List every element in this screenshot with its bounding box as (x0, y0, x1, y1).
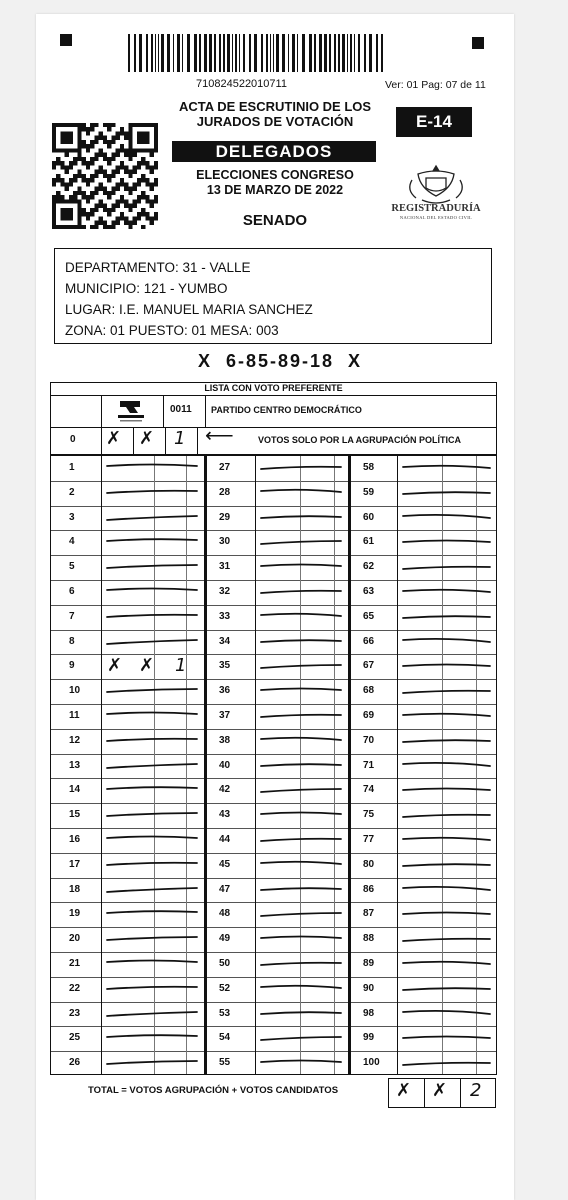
blank-dash-stroke (259, 885, 343, 897)
candidate-number: 1 (69, 462, 75, 473)
title-line-2: JURADOS DE VOTACIÓN (196, 114, 354, 129)
blank-dash-stroke (259, 1033, 343, 1045)
candidate-number: 10 (69, 685, 81, 697)
form-code-badge: E-14 (396, 107, 472, 137)
candidate-number: 47 (219, 883, 231, 895)
vote-mark: ✗ (107, 655, 123, 677)
version-page: Ver: 01 Pag: 07 de 11 (385, 79, 486, 91)
blank-dash-stroke (105, 1058, 199, 1070)
blank-dash-stroke (105, 463, 199, 475)
arrow-left-icon: ⟵ (205, 425, 234, 447)
blank-dash-stroke (259, 463, 343, 475)
blank-dash-stroke (259, 909, 343, 921)
candidate-number: 61 (363, 536, 375, 548)
blank-dash-stroke (259, 1058, 343, 1070)
blank-dash-stroke (401, 810, 492, 822)
blank-dash-stroke (105, 1009, 199, 1021)
candidate-number: 26 (69, 1057, 81, 1069)
candidate-number: 23 (69, 1007, 81, 1019)
vote-mark: ✗ (106, 428, 122, 449)
grid-row-line (51, 1051, 496, 1052)
candidate-number: 99 (363, 1032, 375, 1044)
grid-row-line (51, 803, 496, 804)
candidate-number: 4 (69, 536, 75, 548)
candidate-number: 17 (69, 858, 81, 870)
blank-dash-stroke (259, 761, 343, 773)
blank-dash-stroke (401, 587, 492, 599)
election-info (160, 168, 390, 198)
blank-dash-stroke (401, 562, 492, 574)
party-code: 0011 (170, 404, 192, 415)
list-title: LISTA CON VOTO PREFERENTE (204, 383, 343, 393)
blank-dash-stroke (105, 587, 199, 599)
candidate-number: 8 (69, 635, 75, 647)
blank-dash-stroke (401, 637, 492, 649)
grid-row-line (51, 481, 496, 482)
corporation: SENADO (242, 212, 308, 229)
municipio: MUNICIPIO: 121 - YUMBO (65, 281, 228, 296)
blank-dash-stroke (401, 1058, 492, 1070)
blank-dash-stroke (105, 860, 199, 872)
barcode-number: 710824522010711 (196, 78, 287, 90)
candidate-number: 54 (219, 1032, 231, 1044)
corner-marker (472, 37, 484, 49)
blank-dash-stroke (401, 1033, 492, 1045)
candidate-number: 86 (363, 883, 375, 895)
candidate-votes-grid (50, 455, 497, 1075)
candidate-number: 33 (219, 610, 231, 622)
total-mark: ✗ (396, 1080, 412, 1101)
blank-dash-stroke (401, 537, 492, 549)
blank-dash-stroke (105, 785, 199, 797)
blank-dash-stroke (105, 959, 199, 971)
blank-dash-stroke (259, 810, 343, 822)
grid-row-line (51, 729, 496, 730)
grid-row-line (51, 1026, 496, 1027)
candidate-number: 25 (69, 1032, 81, 1044)
row-number: 0 (70, 434, 76, 445)
candidate-number: 89 (363, 958, 375, 969)
blank-dash-stroke (401, 909, 492, 921)
candidate-number: 36 (219, 685, 231, 697)
blank-dash-stroke (259, 513, 343, 525)
blank-dash-stroke (259, 934, 343, 946)
candidate-number: 74 (363, 784, 375, 796)
registrar-name: REGISTRADURÍA (391, 203, 481, 214)
candidate-number: 48 (219, 908, 231, 920)
candidate-number: 32 (219, 586, 231, 597)
blank-dash-stroke (401, 959, 492, 971)
blank-dash-stroke (401, 984, 492, 996)
candidate-number: 11 (69, 710, 80, 721)
candidate-number: 34 (219, 635, 231, 647)
candidate-number: 6 (69, 586, 75, 597)
candidate-number: 60 (363, 511, 375, 523)
blank-dash-stroke (401, 835, 492, 847)
vote-mark: ✗ (139, 655, 155, 677)
candidate-number: 66 (363, 635, 375, 647)
candidate-number: 53 (219, 1007, 231, 1019)
blank-dash-stroke (259, 959, 343, 971)
candidate-number: 40 (219, 759, 231, 771)
blank-dash-stroke (105, 637, 199, 649)
candidate-number: 58 (363, 462, 375, 473)
blank-dash-stroke (259, 984, 343, 996)
blank-dash-stroke (401, 661, 492, 673)
blank-dash-stroke (259, 587, 343, 599)
blank-dash-stroke (105, 686, 199, 698)
blank-dash-stroke (401, 1009, 492, 1021)
blank-dash-stroke (259, 686, 343, 698)
candidate-number: 88 (363, 933, 375, 945)
blank-dash-stroke (105, 810, 199, 822)
grid-row-line (51, 1002, 496, 1003)
blank-dash-stroke (401, 860, 492, 872)
vote-mark: 1 (174, 428, 186, 449)
candidate-number: 35 (219, 660, 231, 672)
candidate-number: 52 (219, 982, 231, 994)
grid-row-line (51, 555, 496, 556)
candidate-number: 67 (363, 660, 375, 672)
location-box (54, 248, 492, 344)
party-only-votes-label: VOTOS SOLO POR LA AGRUPACIÓN POLÍTICA (258, 435, 462, 445)
party-name: PARTIDO CENTRO DEMOCRÁTICO (211, 405, 362, 415)
grid-col-divider (204, 456, 207, 1074)
grid-row-line (51, 828, 496, 829)
total-label: TOTAL = VOTOS AGRUPACIÓN + VOTOS CANDIDATOS (88, 1085, 339, 1096)
qr-code (52, 123, 158, 229)
candidate-number: 28 (219, 486, 231, 498)
candidate-number: 80 (363, 858, 375, 870)
blank-dash-stroke (105, 984, 199, 996)
candidate-number: 75 (363, 809, 375, 821)
candidate-number: 31 (219, 561, 231, 573)
candidate-number: 50 (219, 958, 231, 969)
blank-dash-stroke (259, 562, 343, 574)
blank-dash-stroke (259, 785, 343, 797)
total-mark: 2 (470, 1080, 482, 1101)
candidate-number: 98 (363, 1007, 375, 1019)
blank-dash-stroke (401, 686, 492, 698)
blank-dash-stroke (105, 711, 199, 723)
candidate-number: 7 (69, 610, 75, 622)
corner-marker (60, 34, 72, 46)
candidate-number: 13 (69, 759, 81, 771)
blank-dash-stroke (401, 612, 492, 624)
blank-dash-stroke (259, 860, 343, 872)
blank-dash-stroke (401, 488, 492, 500)
grid-row-line (51, 778, 496, 779)
candidate-number: 63 (363, 586, 375, 597)
candidate-number: 45 (219, 858, 231, 870)
candidate-number: 71 (363, 759, 375, 771)
blank-dash-stroke (401, 885, 492, 897)
grid-row-line (51, 530, 496, 531)
vote-mark: ✗ (139, 428, 155, 449)
election-date: 13 DE MARZO DE 2022 (206, 183, 344, 197)
blank-dash-stroke (401, 463, 492, 475)
blank-dash-stroke (259, 612, 343, 624)
blank-dash-stroke (401, 934, 492, 946)
candidate-number: 43 (219, 809, 231, 821)
candidate-number: 12 (69, 734, 81, 746)
candidate-number: 77 (363, 834, 375, 845)
candidate-number: 18 (69, 883, 81, 895)
barcode (128, 34, 384, 72)
candidate-number: 100 (363, 1057, 380, 1069)
grid-row-line (51, 506, 496, 507)
grid-row-line (51, 679, 496, 680)
blank-dash-stroke (401, 761, 492, 773)
blank-dash-stroke (105, 885, 199, 897)
blank-dash-stroke (105, 761, 199, 773)
candidate-number: 55 (219, 1057, 231, 1069)
grid-row-line (51, 754, 496, 755)
blank-dash-stroke (401, 785, 492, 797)
grid-row-line (51, 704, 496, 705)
blank-dash-stroke (259, 835, 343, 847)
grid-row-line (51, 952, 496, 953)
party-logo-icon (114, 397, 148, 424)
blank-dash-stroke (401, 736, 492, 748)
candidate-number: 90 (363, 982, 375, 994)
grid-row-line (51, 977, 496, 978)
form-title (160, 99, 390, 129)
blank-dash-stroke (105, 488, 199, 500)
candidate-number: 70 (363, 734, 375, 746)
election-name: ELECCIONES CONGRESO (196, 168, 354, 182)
blank-dash-stroke (105, 513, 199, 525)
blank-dash-stroke (105, 1033, 199, 1045)
registrar-subtitle: NACIONAL DEL ESTADO CIVIL (399, 215, 473, 220)
candidate-number: 20 (69, 933, 81, 945)
total-mark: ✗ (432, 1080, 448, 1101)
candidate-number: 44 (219, 834, 231, 845)
blank-dash-stroke (259, 661, 343, 673)
grid-col-line (101, 456, 102, 1074)
candidate-number: 27 (219, 462, 231, 473)
grid-row-line (51, 878, 496, 879)
zona-puesto-mesa: ZONA: 01 PUESTO: 01 MESA: 003 (65, 323, 279, 338)
candidate-number: 68 (363, 685, 375, 697)
category-banner: DELEGADOS (172, 141, 376, 162)
blank-dash-stroke (259, 1009, 343, 1021)
candidate-number: 37 (219, 710, 231, 721)
mesa-code: X 6-85-89-18 X (197, 351, 363, 371)
blank-dash-stroke (259, 537, 343, 549)
candidate-number: 87 (363, 908, 375, 920)
candidate-number: 9 (69, 660, 75, 672)
grid-row-line (51, 927, 496, 928)
candidate-number: 15 (69, 809, 81, 821)
grid-col-divider (348, 456, 351, 1074)
grid-row-line (51, 630, 496, 631)
blank-dash-stroke (105, 909, 199, 921)
candidate-number: 38 (219, 734, 231, 746)
candidate-number: 59 (363, 486, 375, 498)
blank-dash-stroke (105, 612, 199, 624)
candidate-number: 62 (363, 561, 375, 573)
blank-dash-stroke (401, 513, 492, 525)
candidate-number: 16 (69, 834, 81, 845)
candidate-number: 3 (69, 511, 75, 523)
departamento: DEPARTAMENTO: 31 - VALLE (65, 260, 251, 275)
candidate-number: 14 (69, 784, 81, 796)
lugar: LUGAR: I.E. MANUEL MARIA SANCHEZ (65, 302, 313, 317)
blank-dash-stroke (105, 537, 199, 549)
candidate-number: 19 (69, 908, 81, 920)
candidate-number: 65 (363, 610, 375, 622)
grid-col-line (397, 456, 398, 1074)
blank-dash-stroke (105, 934, 199, 946)
candidate-number: 49 (219, 933, 231, 945)
candidate-number: 22 (69, 982, 81, 994)
blank-dash-stroke (105, 736, 199, 748)
candidate-number: 29 (219, 511, 231, 523)
vote-mark: 1 (175, 655, 187, 677)
candidate-number: 21 (69, 958, 81, 969)
grid-row-line (51, 580, 496, 581)
blank-dash-stroke (105, 562, 199, 574)
blank-dash-stroke (105, 835, 199, 847)
candidate-number: 69 (363, 710, 375, 721)
blank-dash-stroke (259, 637, 343, 649)
blank-dash-stroke (259, 711, 343, 723)
blank-dash-stroke (259, 736, 343, 748)
blank-dash-stroke (259, 488, 343, 500)
candidate-number: 5 (69, 561, 75, 573)
blank-dash-stroke (401, 711, 492, 723)
grid-row-line (51, 902, 496, 903)
candidate-number: 30 (219, 536, 231, 548)
candidate-number: 42 (219, 784, 231, 796)
title-line-1: ACTA DE ESCRUTINIO DE LOS (178, 99, 372, 114)
candidate-number: 2 (69, 486, 75, 498)
grid-col-line (255, 456, 256, 1074)
grid-row-line (51, 853, 496, 854)
grid-row-line (51, 605, 496, 606)
